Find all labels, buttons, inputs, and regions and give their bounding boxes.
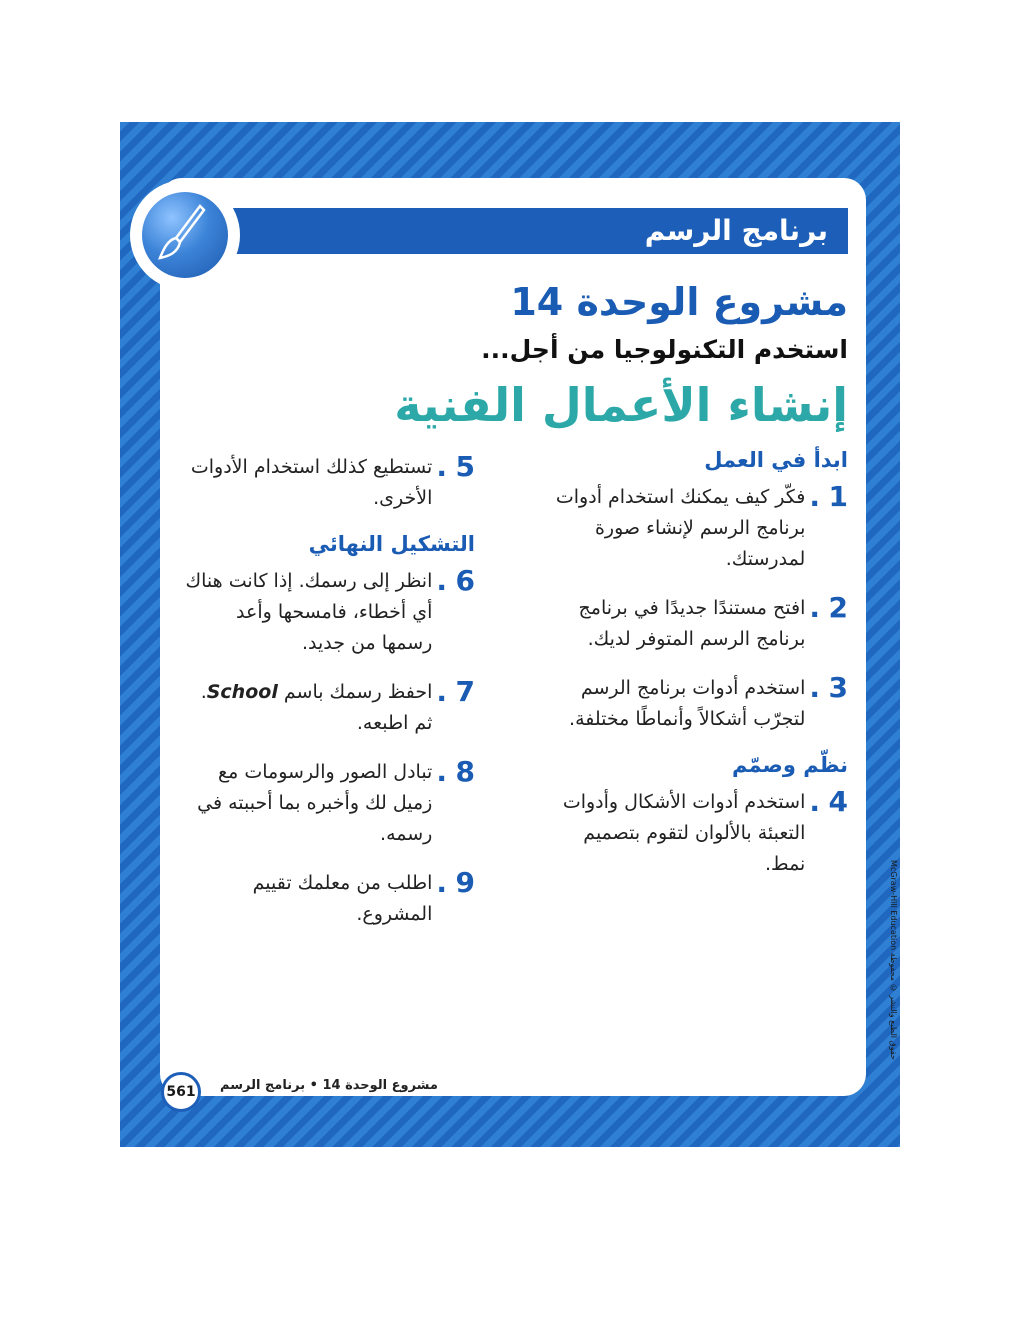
step-number: 2: [828, 591, 848, 624]
step-item: [548, 787, 848, 880]
section-heading-organize: نظّم وصمّم: [731, 753, 848, 777]
step-item: [548, 482, 848, 575]
step-item: [175, 677, 475, 739]
project-title: مشروع الوحدة 14: [510, 280, 848, 324]
header-bar: [205, 208, 848, 254]
step-dot: .: [809, 480, 820, 513]
step-dot: .: [436, 450, 447, 483]
file-name: School: [206, 681, 278, 703]
step-text: انظر إلى رسمك. إذا كانت هناك أي أخطاء، فامسحها وأعد رسمها من جديد.: [185, 570, 433, 654]
step-item: [175, 868, 475, 930]
step-dot: .: [436, 755, 447, 788]
step-item: [175, 566, 475, 659]
step-dot: .: [809, 591, 820, 624]
step-dot: .: [809, 785, 820, 818]
step-text: اطلب من معلمك تقييم المشروع.: [252, 872, 433, 925]
step-dot: .: [809, 671, 820, 704]
main-title: إنشاء الأعمال الفنية: [394, 378, 848, 432]
step-text: افتح مستندًا جديدًا في برنامج برنامج الرسم المتوفر لديك.: [578, 597, 806, 650]
step-dot: .: [436, 675, 447, 708]
step-dot: .: [436, 564, 447, 597]
step-number: 6: [455, 564, 475, 597]
step-text: تبادل الصور والرسومات مع زميل لك وأخبره بما أحببته في رسمه.: [197, 761, 433, 845]
step-item: [548, 593, 848, 655]
step-text-before: احفظ رسمك باسم: [283, 681, 433, 703]
step-text: استخدم أدوات برنامج الرسم لتجرّب أشكالاً وأنماطًا مختلفة.: [569, 677, 806, 730]
step-item: [175, 757, 475, 850]
step-text: [182, 677, 432, 739]
step-text: فكّر كيف يمكنك استخدام أدوات برنامج الرسم لإنشاء صورة لمدرستك.: [555, 486, 806, 570]
step-number: 5: [455, 450, 475, 483]
header-title: برنامج الرسم: [644, 214, 828, 247]
intro-title: استخدم التكنولوجيا من أجل...: [481, 335, 848, 364]
step-dot: .: [436, 866, 447, 899]
step-item: [548, 673, 848, 735]
step-number: 4: [828, 785, 848, 818]
step-text: تستطيع كذلك استخدام الأدوات الأخرى.: [190, 456, 433, 509]
step-item: [175, 452, 475, 514]
section-heading-final: التشكيل النهائي: [308, 532, 475, 556]
step-number: 3: [828, 671, 848, 704]
step-number: 9: [455, 866, 475, 899]
step-number: 7: [455, 675, 475, 708]
section-heading-start: ابدأ في العمل: [704, 448, 848, 472]
copyright-credit: McGraw-Hill Education حقوق الطبع والنشر © محفوظة: [889, 860, 898, 1060]
right-column: [548, 448, 848, 898]
page-number: 561: [161, 1072, 201, 1112]
step-number: 1: [828, 480, 848, 513]
step-text-after: . ثم اطبعه.: [200, 681, 433, 734]
step-number: 8: [455, 755, 475, 788]
step-text: استخدم أدوات الأشكال وأدوات التعبئة بالألوان لتقوم بتصميم نمط.: [562, 791, 806, 875]
paintbrush-icon: [142, 192, 228, 278]
footer-text: مشروع الوحدة 14 • برنامج الرسم: [220, 1078, 438, 1093]
left-column: [175, 452, 475, 948]
paintbrush-badge: [142, 192, 228, 278]
